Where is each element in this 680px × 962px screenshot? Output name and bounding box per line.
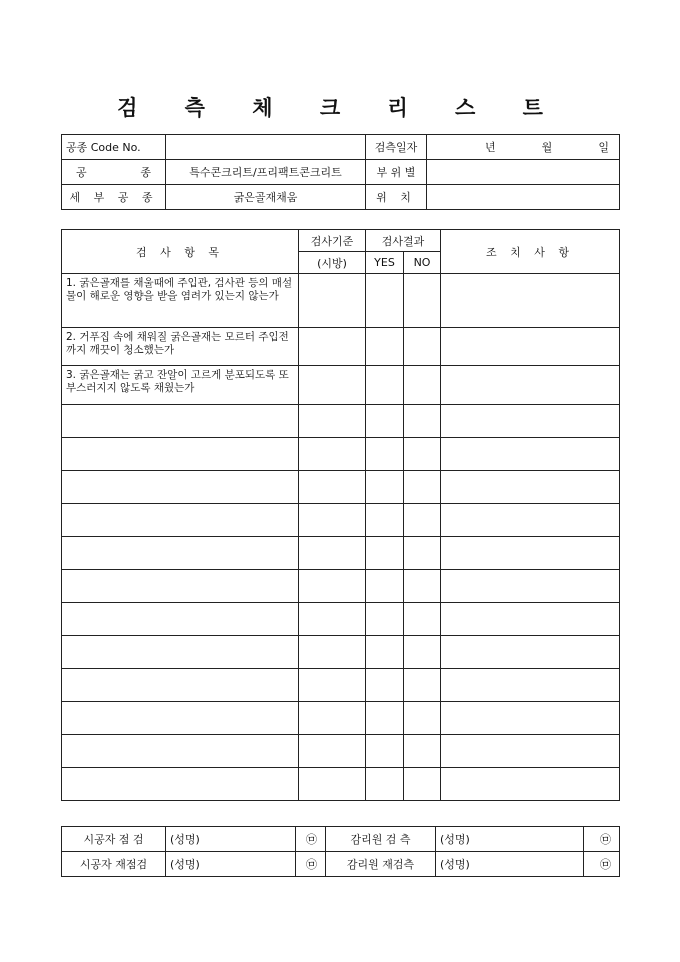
standard-cell[interactable] <box>299 603 366 636</box>
yes-cell[interactable] <box>366 570 404 603</box>
seal-mark: ㉤ <box>296 852 326 877</box>
detail-label: 세 부 공 종 <box>62 185 166 210</box>
action-cell[interactable] <box>441 504 620 537</box>
yes-cell[interactable] <box>366 438 404 471</box>
yes-cell[interactable] <box>366 328 404 366</box>
yes-cell[interactable] <box>366 504 404 537</box>
seal-mark: ㉤ <box>584 852 620 877</box>
no-cell[interactable] <box>404 537 441 570</box>
process-code-label: 공종 Code No. <box>62 135 166 160</box>
table-row <box>62 274 620 328</box>
seal-mark: ㉤ <box>584 827 620 852</box>
no-cell[interactable] <box>404 768 441 801</box>
action-cell[interactable] <box>441 603 620 636</box>
seal-mark: ㉤ <box>296 827 326 852</box>
contractor-check-name[interactable]: (성명) <box>166 827 296 852</box>
detail-value[interactable]: 굵은골재채움 <box>166 185 366 210</box>
standard-cell[interactable] <box>299 669 366 702</box>
signature-table <box>61 826 620 877</box>
yes-cell[interactable] <box>366 669 404 702</box>
part-value[interactable] <box>427 160 620 185</box>
action-cell[interactable] <box>441 570 620 603</box>
supervisor-recheck-name[interactable]: (성명) <box>436 852 584 877</box>
yes-cell[interactable] <box>366 405 404 438</box>
contractor-recheck-name[interactable]: (성명) <box>166 852 296 877</box>
location-label: 위 치 <box>366 185 427 210</box>
item-text: 3. 굵은골재는 굵고 잔알이 고르게 분포되도록 또 부스러지지 않도록 채웠는가 <box>62 366 299 405</box>
table-row <box>62 570 620 603</box>
yes-cell[interactable] <box>366 636 404 669</box>
inspect-date-label: 검측일자 <box>366 135 427 160</box>
yes-cell[interactable] <box>366 471 404 504</box>
header-action: 조 치 사 항 <box>441 230 620 274</box>
action-cell[interactable] <box>441 636 620 669</box>
standard-cell[interactable] <box>299 405 366 438</box>
action-cell[interactable] <box>441 274 620 328</box>
table-row <box>62 405 620 438</box>
table-row <box>62 471 620 504</box>
yes-cell[interactable] <box>366 274 404 328</box>
standard-cell[interactable] <box>299 366 366 405</box>
standard-cell[interactable] <box>299 274 366 328</box>
no-cell[interactable] <box>404 366 441 405</box>
table-row <box>62 438 620 471</box>
header-standard-sub: (시방) <box>299 252 366 274</box>
item-cell[interactable] <box>62 570 299 603</box>
supervisor-recheck-label: 감리원 재검측 <box>326 852 436 877</box>
process-label: 공 종 <box>62 160 166 185</box>
action-cell[interactable] <box>441 438 620 471</box>
date-year-label: 년 <box>485 141 496 154</box>
standard-cell[interactable] <box>299 438 366 471</box>
no-cell[interactable] <box>404 603 441 636</box>
action-cell[interactable] <box>441 366 620 405</box>
yes-cell[interactable] <box>366 537 404 570</box>
item-cell[interactable] <box>62 438 299 471</box>
info-table <box>61 134 620 210</box>
yes-cell[interactable] <box>366 366 404 405</box>
page-title: 검 측 체 크 리 스 트 <box>117 95 563 120</box>
action-cell[interactable] <box>441 735 620 768</box>
action-cell[interactable] <box>441 471 620 504</box>
item-cell[interactable] <box>62 669 299 702</box>
table-row <box>62 669 620 702</box>
no-cell[interactable] <box>404 274 441 328</box>
part-label: 부 위 별 <box>366 160 427 185</box>
inspect-date-value[interactable] <box>427 135 620 160</box>
no-cell[interactable] <box>404 570 441 603</box>
item-cell[interactable] <box>62 768 299 801</box>
no-cell[interactable] <box>404 405 441 438</box>
standard-cell[interactable] <box>299 504 366 537</box>
item-text: 2. 거푸집 속에 채워질 굵은골재는 모르터 주입전까지 깨끗이 청소했는가 <box>62 328 299 366</box>
item-cell[interactable] <box>62 702 299 735</box>
process-code-value[interactable] <box>166 135 366 160</box>
supervisor-check-label: 감리원 검 측 <box>326 827 436 852</box>
header-standard: 검사기준 <box>299 230 366 252</box>
inspection-table <box>61 229 620 801</box>
item-cell[interactable] <box>62 636 299 669</box>
header-no: NO <box>404 252 441 274</box>
standard-cell[interactable] <box>299 328 366 366</box>
date-day-label: 일 <box>598 141 609 154</box>
table-row <box>62 768 620 801</box>
contractor-recheck-label: 시공자 재점검 <box>62 852 166 877</box>
standard-cell[interactable] <box>299 537 366 570</box>
action-cell[interactable] <box>441 328 620 366</box>
standard-cell[interactable] <box>299 636 366 669</box>
action-cell[interactable] <box>441 537 620 570</box>
item-cell[interactable] <box>62 405 299 438</box>
no-cell[interactable] <box>404 328 441 366</box>
yes-cell[interactable] <box>366 702 404 735</box>
table-row <box>62 366 620 405</box>
no-cell[interactable] <box>404 735 441 768</box>
table-row <box>62 328 620 366</box>
standard-cell[interactable] <box>299 735 366 768</box>
header-items: 검 사 항 목 <box>62 230 299 274</box>
item-cell[interactable] <box>62 603 299 636</box>
item-cell[interactable] <box>62 537 299 570</box>
table-row <box>62 636 620 669</box>
item-cell[interactable] <box>62 735 299 768</box>
standard-cell[interactable] <box>299 768 366 801</box>
action-cell[interactable] <box>441 669 620 702</box>
header-yes: YES <box>366 252 404 274</box>
table-row <box>62 735 620 768</box>
date-month-label: 월 <box>541 141 553 154</box>
item-text: 1. 굵은골재를 채울때에 주입관, 검사관 등의 매설 물이 해로운 영향을 받을 염려가 있는지 않는가 <box>62 274 299 328</box>
standard-cell[interactable] <box>299 702 366 735</box>
no-cell[interactable] <box>404 636 441 669</box>
yes-cell[interactable] <box>366 768 404 801</box>
no-cell[interactable] <box>404 471 441 504</box>
table-row <box>62 702 620 735</box>
location-value[interactable] <box>427 185 620 210</box>
table-row <box>62 603 620 636</box>
supervisor-check-name[interactable]: (성명) <box>436 827 584 852</box>
standard-cell[interactable] <box>299 471 366 504</box>
table-row <box>62 504 620 537</box>
item-cell[interactable] <box>62 471 299 504</box>
process-value[interactable]: 특수콘크리트/프리팩트콘크리트 <box>166 160 366 185</box>
table-row <box>62 537 620 570</box>
action-cell[interactable] <box>441 702 620 735</box>
no-cell[interactable] <box>404 438 441 471</box>
header-result: 검사결과 <box>366 230 441 252</box>
no-cell[interactable] <box>404 702 441 735</box>
standard-cell[interactable] <box>299 570 366 603</box>
action-cell[interactable] <box>441 768 620 801</box>
item-cell[interactable] <box>62 504 299 537</box>
contractor-check-label: 시공자 점 검 <box>62 827 166 852</box>
action-cell[interactable] <box>441 405 620 438</box>
no-cell[interactable] <box>404 669 441 702</box>
yes-cell[interactable] <box>366 603 404 636</box>
yes-cell[interactable] <box>366 735 404 768</box>
no-cell[interactable] <box>404 504 441 537</box>
